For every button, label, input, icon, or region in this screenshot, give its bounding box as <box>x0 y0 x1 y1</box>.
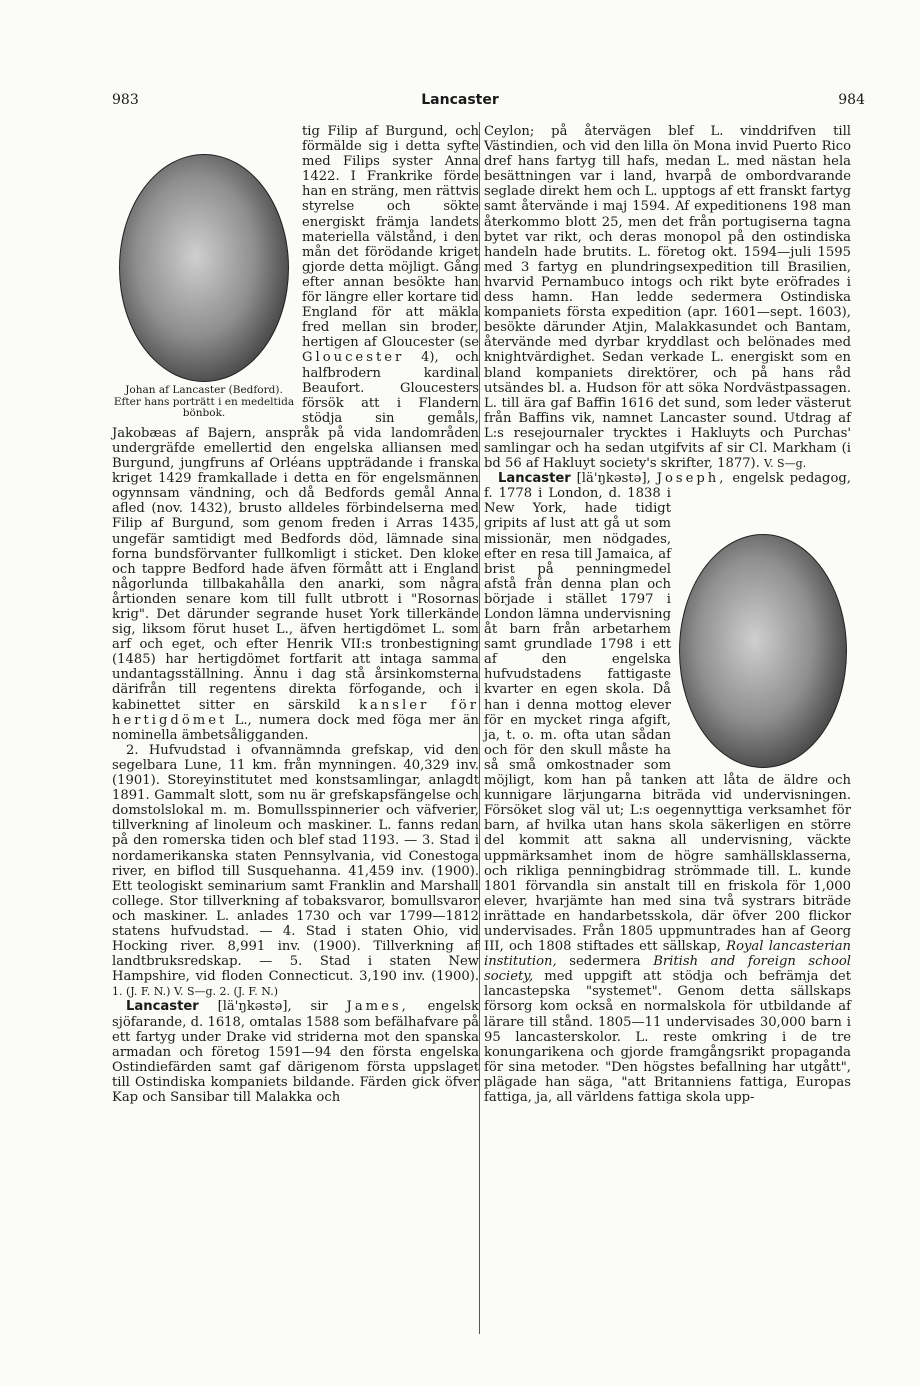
portrait-joseph <box>679 534 847 768</box>
page-number-left: 983 <box>112 92 139 108</box>
column-divider <box>479 122 480 1334</box>
figure-caption: Johan af Lancaster (Bedford). Efter hans porträtt i en medeltida bönbok. <box>113 384 295 419</box>
lancaster-towns-text: 2. Hufvudstad i ofvannämnda grefskap, vid den segelbara Lune, 11 km. från mynningen. 40,329 inv. (1901). Storeyinstitutet med konstsamlingar, anlagdt 1891. Gammalt slott, som nu är grefskapsfängelse och domstolslokal m. m. Bomullsspinnerier och väfverier, tillverkning af linoleum och maskiner. L. fanns redan på den romerska tiden och blef stad 1193. — 3. Stad i nordamerikanska staten Pennsylvania, vid Conestoga river, en biflod till Susquehanna. 41,459 inv. (1900). Ett teologiskt seminarium samt Franklin and Marshall college. Stor tillverkning af tobaksvaror, bomullsvaror och maskiner. L. anlades 1730 och var 1799—1812 statens hufvudstad. — 4. Stad i staten Ohio, vid Hocking river. 8,991 inv. (1900). Tillverkning af landtbruksredskap. — 5. Stad i staten New Hampshire, vid floden Connecticut. 3,190 inv. (1900). 1. (J. F. N.) V. S—g. 2. (J. F. N.) <box>112 742 479 999</box>
portrait-bedford <box>119 154 289 382</box>
james-lancaster-entry: Lancaster [lä'ŋkəstə], sir James, engelsk sjöfarande, d. 1618, omtalas 1588 som befälhafvare på ett fartyg under Drake vid striderna mot den spanska armadan och företog 1591—94 den första engelska Ostindiefärden samt gaf därigenom första uppslaget till Ostindiska kompaniets bildande. Färden gick öfver Kap och Sansibar till Malakka och <box>112 999 479 1105</box>
figure-bedford <box>112 154 296 420</box>
left-column <box>112 124 479 1105</box>
james-lancaster-continued: Ceylon; på återvägen blef L. vinddrifven till Västindien, och vid den lilla ön Mona invid Puerto Rico dref hans fartyg till hafs, medan L. med nästan hela besättningen var i land, hvarpå de ombordvarande seglade direkt hem och L. upptogs af ett franskt fartyg samt återvände i maj 1594. Af expeditionens 198 man återkommo blott 25, men det från portugiserna tagna bytet var rikt, och deras monopol på den ostindiska handeln hade brutits. L. företog okt. 1594—juli 1595 med 3 fartyg en plundringsexpedition till Brasilien, hvarvid Pernambuco intogs och rikt byte eröfrades i dess hamn. Han ledde sedermera Ostindiska kompaniets första expedition (apr. 1601—sept. 1603), besökte därunder Atjin, Malakkasundet och Bantam, återvände med dyrbar kryddlast och belönades med knightvärdighet. Sedan verkade L. energiskt som en bland kompaniets direktörer, och på hans råd utsändes bl. a. Hudson för att söka Nordvästpassagen. L. till ära gaf Baffin 1616 det sund, som leder västerut från Baffins vik, namnet Lancaster sound. Utdrag af L:s resejournaler trycktes i Hakluyts och Purchas' samlingar och ha sedan utgifvits af sir Cl. Markham (i bd 56 af Hakluyt society's skrifter, 1877). V. S—g. <box>484 124 851 472</box>
joseph-lancaster-entry: Lancaster [lä'ŋkəstə], Joseph, engelsk pedagog, f. 1778 i London, d. 1838 i New York, hade tidigt gripits af lust att gå ut som missionär, men nödgades, efter en resa till Jamaica, af brist på penningmedel afstå från denna plan och började i stället 1797 i London lämna undervisning åt barn från arbetarhem samt grundlade 1798 i ett af den engelska hufvudstadens fattigaste kvarter en egen skola. Då han i denna mottog elever för en mycket ringa afgift, ja, t. o. m. ofta utan sådan och för den skull måste ha så små omkostnader som möjligt, kom han på tanken att låta de äldre och kunnigare lärjungarna biträda vid undervisningen. Försöket slog väl ut; L:s oegennyttiga verksamhet för barn, af hvilka utan hans skola säkerligen en större del kommit att sakna all undervisning, väckte uppmärksamhet inom de högre samhällsklasserna, och rikliga penningbidrag strömmade till. L. kunde 1801 förvandla sin anstalt till en friskola för 1,000 elever, hvarjämte han med sina två systrars biträde inrättade en handarbetsskola, där öfver 200 flickor undervisades. Från 1805 uppmuntrades han af Georg III, och 1808 stiftades ett sällskap, Royal lancasterian institution, sedermera British and foreign school society, med uppgift att stödja och befrämja det lancastерska "systemet". Genom detta sällskaps försorg kom också en normalskola för utbildande af lärare till stånd. 1805—11 undervisades 30,000 barn i 95 lancasterskolor. L. reste omkring i de tre konungarikena och gjorde framgångsrikt propaganda för sina metoder. "Den högstes befallning har utgått", plägade han säga, "att Britanniens fattiga, Europas fattiga, ja, all världens fattiga skola upp- <box>484 471 851 1105</box>
running-title: Lancaster <box>421 92 499 108</box>
right-column <box>484 124 851 1105</box>
bedford-text: Johan af Lancaster (Bedford). Efter hans porträtt i en medeltida bönbok. tig Filip af Burgund, och förmälde sig i detta syfte med Filips syster Anna 1422. I Frankrike förde han en sträng, men rättvis styrelse och sökte energiskt främja landets materiella välstånd, i den mån det förödande kriget gjorde detta möjligt. Gång efter annan besökte han för längre eller kortare tid England för att mäkla fred mellan sin broder, hertigen af Gloucester (se Gloucester 4), och halfbrodern kardinal Beaufort. Gloucesters försök att i Flandern stödja sin gemåls, Jakobæas af Bajern, anspråk på vida landområden undergräfde emellertid den engelska alliansen med Burgund, jungfruns af Orléans uppträdande i franska kriget 1429 framkallade i detta en för engelsmännen ogynnsam vändning, och då Bedfords gemål Anna afled (nov. 1432), brusto alldeles förbindelserna med Filip af Burgund, som genom freden i Arras 1435, ungefär samtidigt med Bedfords död, lämnade sina forna bundsförvanter fullkomligt i sticket. Den kloke och tappre Bedford hade äfven förmått att i England någorlunda tillbakahålla den anarki, som några årtionden senare kom till fullt utbrott i "Rosornas krig". Det därunder segrande huset York tillerkände sig, liksom förut huset L., äfven hertigdömet L. som arf och eget, och efter Henrik VII:s tronbestigning (1485) har hertigdömet fortfarit att intaga samma undantagsställning. Ännu i dag stå årsinkomsterna därifrån till regentens direkta förfogande, och i kabinettet sitter en särskild kansler för hertigdömet L., numera dock med föga mer än nominella ämbetsåligganden. <box>112 124 479 743</box>
page-number-right: 984 <box>838 92 865 108</box>
figure-joseph <box>679 534 851 768</box>
